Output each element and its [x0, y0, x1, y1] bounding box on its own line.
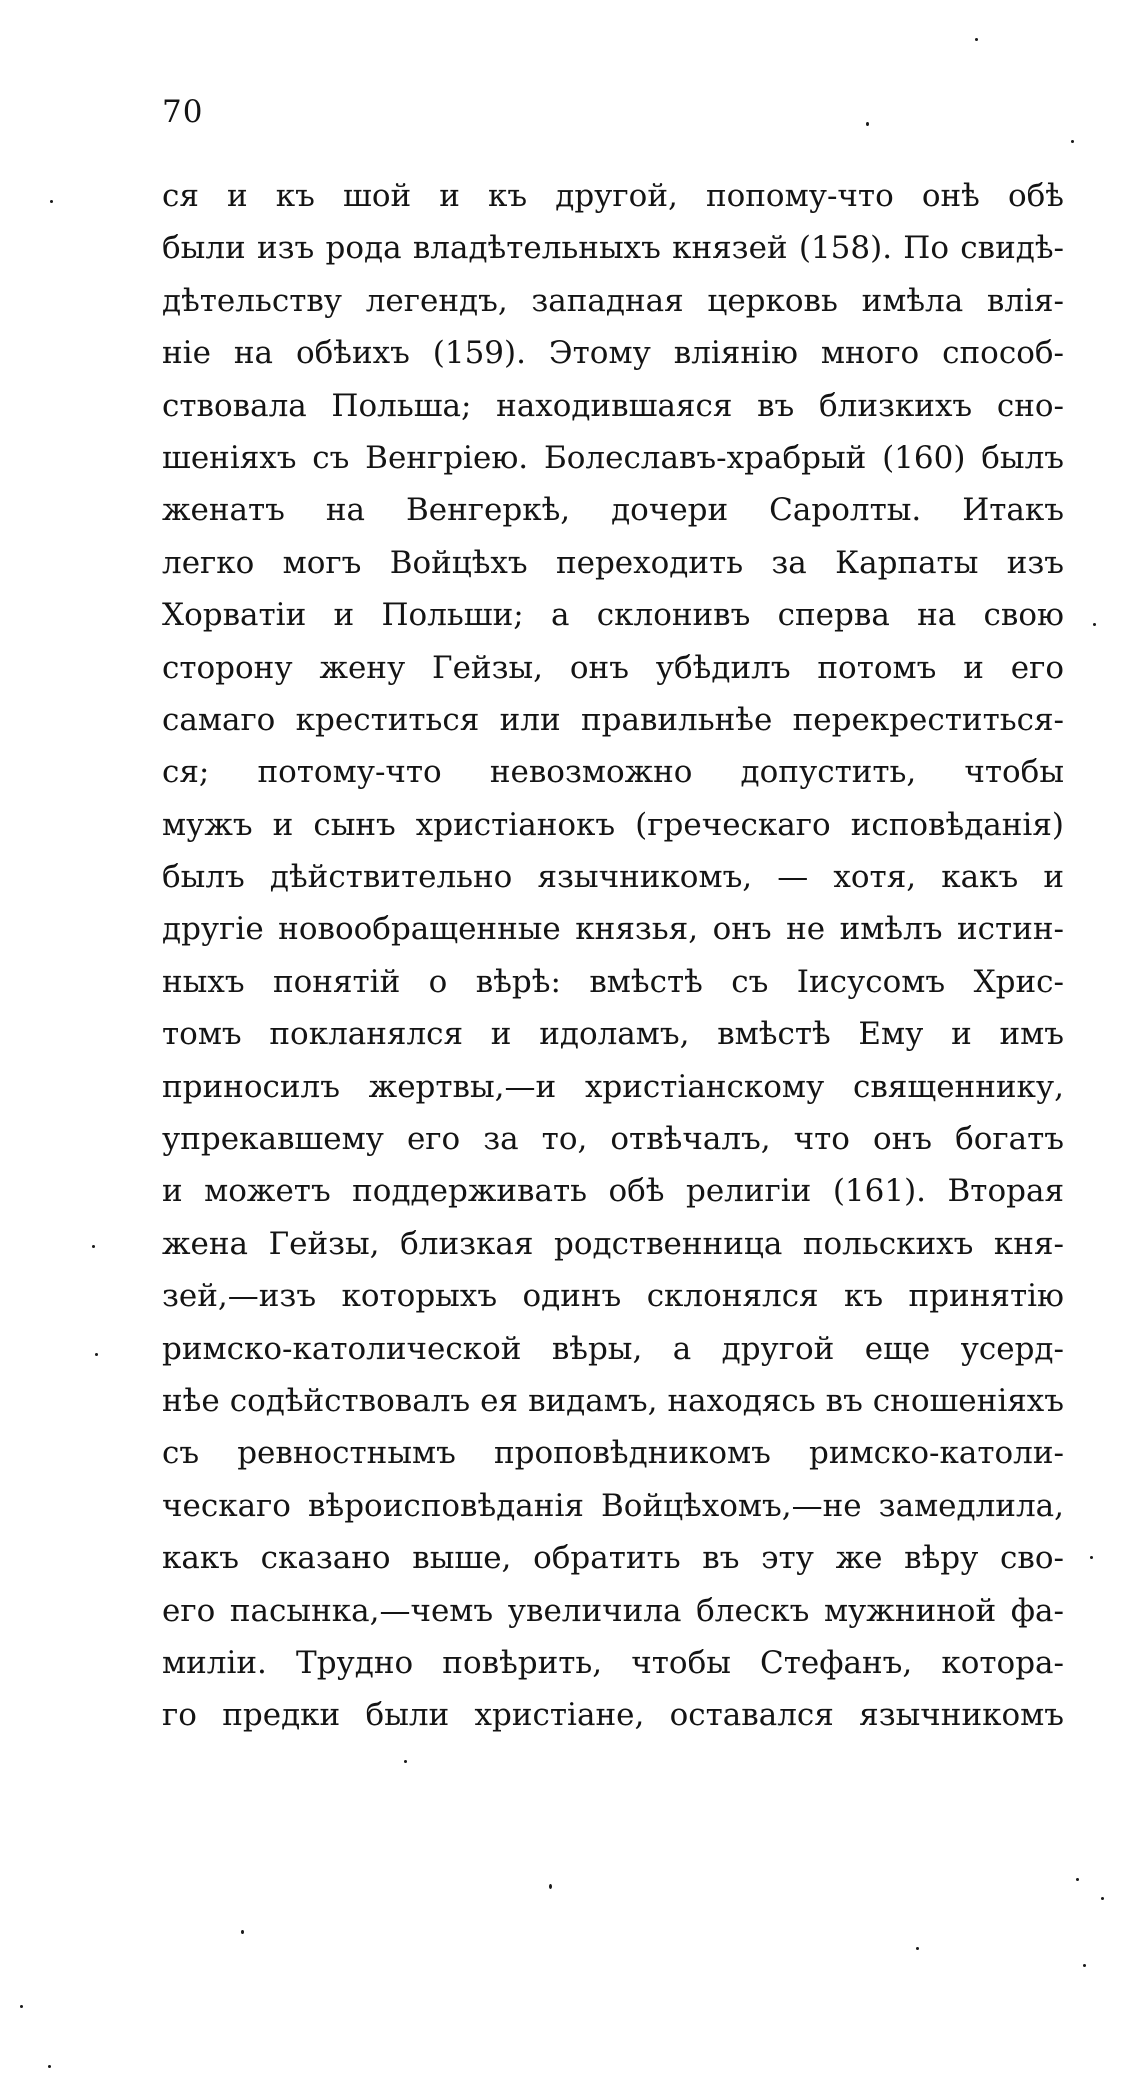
scan-speck	[1090, 1556, 1093, 1559]
text-line: ческаго вѣроисповѣданія Войцѣхомъ,—не замедлила,	[162, 1487, 1064, 1524]
scan-speck	[1071, 140, 1074, 143]
scan-speck	[20, 2005, 23, 2008]
text-line: самаго креститься или правильнѣе перекреститься-	[162, 701, 1064, 738]
text-line: упрекавшему его за то, отвѣчалъ, что онъ богатъ	[162, 1121, 1064, 1158]
scan-speck	[95, 1353, 98, 1356]
scan-speck	[241, 1930, 244, 1934]
text-line: ныхъ понятій о вѣрѣ: вмѣстѣ съ Іисусомъ Хрис-	[162, 963, 1064, 1000]
page-number: 70	[162, 94, 204, 130]
scan-speck	[48, 2065, 51, 2068]
text-line: ся; потому-что невозможно допустить, чтобы	[162, 754, 1064, 791]
scan-speck	[50, 200, 53, 203]
scan-speck	[92, 1245, 95, 1248]
scan-speck	[404, 1760, 407, 1763]
text-line: дѣтельству легендъ, западная церковь имѣла влія-	[162, 282, 1064, 319]
text-line: какъ сказано выше, обратить въ эту же вѣру сво-	[162, 1540, 1064, 1577]
text-line: томъ покланялся и идоламъ, вмѣстѣ Ему и имъ	[162, 1016, 1064, 1053]
scan-speck	[866, 122, 869, 126]
text-line: римско-католической вѣры, а другой еще усерд-	[162, 1330, 1064, 1367]
text-line: и можетъ поддерживать обѣ религіи (161). Вторая	[162, 1173, 1064, 1210]
text-line: нѣе содѣйствовалъ ея видамъ, находясь въ сношеніяхъ	[162, 1382, 1064, 1419]
text-line: го предки были христіане, оставался язычникомъ	[162, 1697, 1064, 1734]
text-line: другіе новообращенные князья, онъ не имѣлъ истин-	[162, 911, 1064, 948]
text-line: мужъ и сынъ христіанокъ (греческаго исповѣданія)	[162, 806, 1064, 843]
scan-speck	[1083, 1964, 1086, 1967]
text-line: ствовала Польша; находившаяся въ близкихъ сно-	[162, 387, 1064, 424]
text-line: были изъ рода владѣтельныхъ князей (158). По свидѣ-	[162, 230, 1064, 267]
text-line: его пасынка,—чемъ увеличила блескъ мужниной фа-	[162, 1592, 1064, 1629]
text-line: ніе на обѣихъ (159). Этому вліянію много способ-	[162, 335, 1064, 372]
text-line: приносилъ жертвы,—и христіанскому священнику,	[162, 1068, 1064, 1105]
text-line: шеніяхъ съ Венгріею. Болеславъ-храбрый (160) былъ	[162, 439, 1064, 476]
scan-speck	[916, 1947, 919, 1950]
text-line: Хорватіи и Польши; а склонивъ сперва на свою	[162, 597, 1064, 634]
text-line: легко могъ Войцѣхъ переходить за Карпаты изъ	[162, 544, 1064, 581]
text-line: былъ дѣйствительно язычникомъ, — хотя, какъ и	[162, 859, 1064, 896]
text-line: женатъ на Венгеркѣ, дочери Саролты. Итакъ	[162, 492, 1064, 529]
scan-speck	[549, 1884, 552, 1889]
text-line: миліи. Трудно повѣрить, чтобы Стефанъ, котора-	[162, 1644, 1064, 1681]
scan-speck	[975, 38, 978, 41]
text-line: сторону жену Гейзы, онъ убѣдилъ потомъ и его	[162, 649, 1064, 686]
scan-speck	[1076, 1878, 1079, 1881]
scan-speck	[1093, 623, 1096, 626]
scan-speck	[1101, 1897, 1104, 1900]
text-line: съ ревностнымъ проповѣдникомъ римско-католи-	[162, 1435, 1064, 1472]
text-line: зей,—изъ которыхъ одинъ склонялся къ принятію	[162, 1278, 1064, 1315]
text-line: ся и къ шой и къ другой, попому-что онѣ обѣ	[162, 178, 1064, 214]
body-text	[162, 170, 1064, 1742]
text-line: жена Гейзы, близкая родственница польскихъ кня-	[162, 1225, 1064, 1262]
